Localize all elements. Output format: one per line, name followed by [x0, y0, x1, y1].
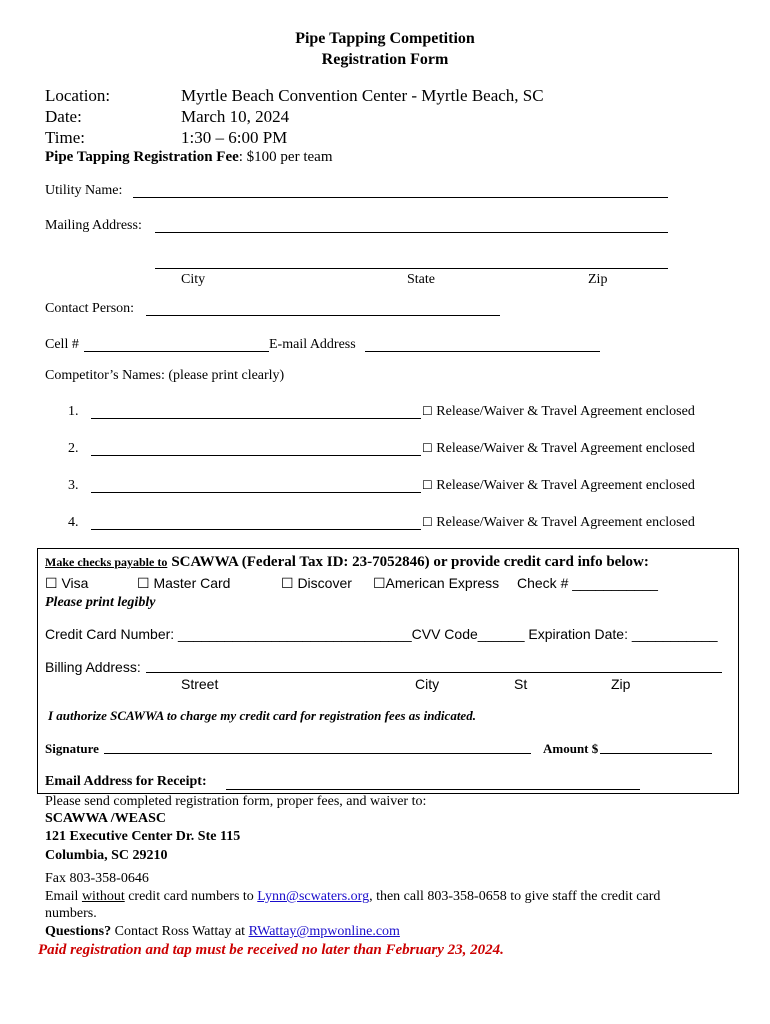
send-instructions: Please send completed registration form, proper fees, and waiver to: [45, 794, 427, 809]
form-subtitle: Registration Form [321, 51, 449, 68]
authorization-text: I authorize SCAWWA to charge my credit card for registration fees as indicated. [48, 708, 476, 723]
date-value: March 10, 2024 [181, 107, 290, 126]
waiver-checkbox-row[interactable] [422, 441, 695, 457]
billing-state-caption: St [514, 676, 528, 692]
signature-field[interactable] [104, 753, 531, 754]
address-line-2: 121 Executive Center Dr. Ste 115 [45, 829, 241, 844]
cell-field[interactable] [84, 351, 269, 352]
mailing-address-label: Mailing Address: [45, 218, 142, 233]
competitor-name-field[interactable] [91, 418, 421, 419]
lynn-email-link[interactable]: Lynn@scwaters.org [257, 889, 370, 904]
cell-label: Cell # [45, 337, 79, 352]
billing-address-field[interactable] [146, 672, 722, 673]
address-line-3: Columbia, SC 29210 [45, 848, 168, 863]
fee-line [45, 149, 333, 166]
contact-person-field[interactable] [146, 315, 500, 316]
location-value: Myrtle Beach Convention Center - Myrtle Beach, SC [181, 86, 544, 105]
questions-line [45, 924, 400, 940]
check-number-field[interactable]: Check # ___________ [517, 575, 658, 591]
waiver-checkbox-row[interactable] [422, 515, 695, 531]
competitor-name-field[interactable] [91, 529, 421, 530]
rwattay-email-link[interactable]: RWattay@mpwonline.com [248, 924, 400, 939]
payable-text: SCAWWA (Federal Tax ID: 23-7052846) or provide credit card info below: [171, 554, 649, 570]
email-without-text: without [81, 889, 125, 904]
competitor-number: 2. [68, 441, 79, 456]
deadline-notice: Paid registration and tap must be received no later than February 23, 2024. [38, 942, 504, 958]
state-caption: State [407, 272, 435, 287]
checkbox-icon[interactable]: ☐ [422, 404, 433, 418]
email-label: E-mail Address [269, 337, 356, 352]
date-label: Date: [45, 107, 82, 126]
location-label: Location: [45, 86, 111, 105]
amex-option[interactable]: ☐American Express [373, 575, 500, 591]
checkbox-icon[interactable]: ☐ [422, 478, 433, 492]
checkbox-icon[interactable]: ☐ [422, 441, 433, 455]
discover-option[interactable]: ☐ Discover [281, 575, 352, 591]
billing-zip-caption: Zip [611, 676, 631, 692]
email-pre-text: Email [45, 889, 82, 904]
time-label: Time: [45, 128, 86, 147]
form-title: Pipe Tapping Competition [295, 30, 475, 47]
print-legibly-note: Please print legibly [45, 595, 156, 610]
waiver-label: Release/Waiver & Travel Agreement enclosed [436, 478, 695, 493]
competitor-number: 1. [68, 404, 79, 419]
city-caption: City [181, 272, 206, 287]
email-field[interactable] [365, 351, 600, 352]
city-state-zip-field[interactable] [155, 268, 668, 269]
email-post-text: , then call 803-358-0658 to give staff the credit card [369, 889, 661, 904]
receipt-email-label: Email Address for Receipt: [45, 774, 207, 789]
billing-address-label: Billing Address: [45, 659, 141, 675]
waiver-label: Release/Waiver & Travel Agreement enclosed [436, 404, 695, 419]
email-instructions-cont: numbers. [45, 906, 97, 921]
competitor-name-field[interactable] [91, 455, 421, 456]
waiver-label: Release/Waiver & Travel Agreement enclosed [436, 441, 695, 456]
zip-caption: Zip [588, 272, 608, 287]
mastercard-option[interactable]: ☐ Master Card [137, 575, 231, 591]
visa-option[interactable]: ☐ Visa [45, 575, 89, 591]
fee-value: : $100 per team [238, 149, 333, 165]
utility-name-label: Utility Name: [45, 183, 123, 198]
waiver-checkbox-row[interactable] [422, 404, 695, 420]
competitor-number: 3. [68, 478, 79, 493]
contact-person-label: Contact Person: [45, 301, 135, 316]
competitor-name-field[interactable] [91, 492, 421, 493]
questions-label: Questions? [45, 924, 112, 939]
payable-line [45, 553, 649, 571]
billing-street-caption: Street [181, 676, 219, 692]
competitors-label: Competitor’s Names: (please print clearly) [45, 368, 285, 383]
time-value: 1:30 – 6:00 PM [181, 128, 288, 147]
receipt-email-field[interactable] [226, 789, 640, 790]
utility-name-field[interactable] [133, 197, 668, 198]
billing-city-caption: City [415, 676, 440, 692]
email-mid-text: credit card numbers to [124, 889, 258, 904]
signature-label: Signature [45, 741, 99, 756]
competitor-number: 4. [68, 515, 79, 530]
amount-label: Amount $ [543, 741, 599, 756]
questions-text: Contact Ross Wattay at [111, 924, 249, 939]
fee-label: Pipe Tapping Registration Fee [45, 149, 239, 165]
mailing-address-field[interactable] [155, 232, 668, 233]
checkbox-icon[interactable]: ☐ [422, 515, 433, 529]
payable-label: Make checks payable to [45, 555, 168, 569]
credit-card-line[interactable]: Credit Card Number: ______________________________CVV Code______ Expiration Date: ___________ [45, 626, 718, 642]
waiver-checkbox-row[interactable] [422, 478, 695, 494]
amount-field[interactable] [600, 753, 712, 754]
email-instructions [45, 889, 660, 905]
waiver-label: Release/Waiver & Travel Agreement enclosed [436, 515, 695, 530]
fax-number: Fax 803-358-0646 [45, 871, 149, 886]
address-line-1: SCAWWA /WEASC [45, 811, 166, 826]
